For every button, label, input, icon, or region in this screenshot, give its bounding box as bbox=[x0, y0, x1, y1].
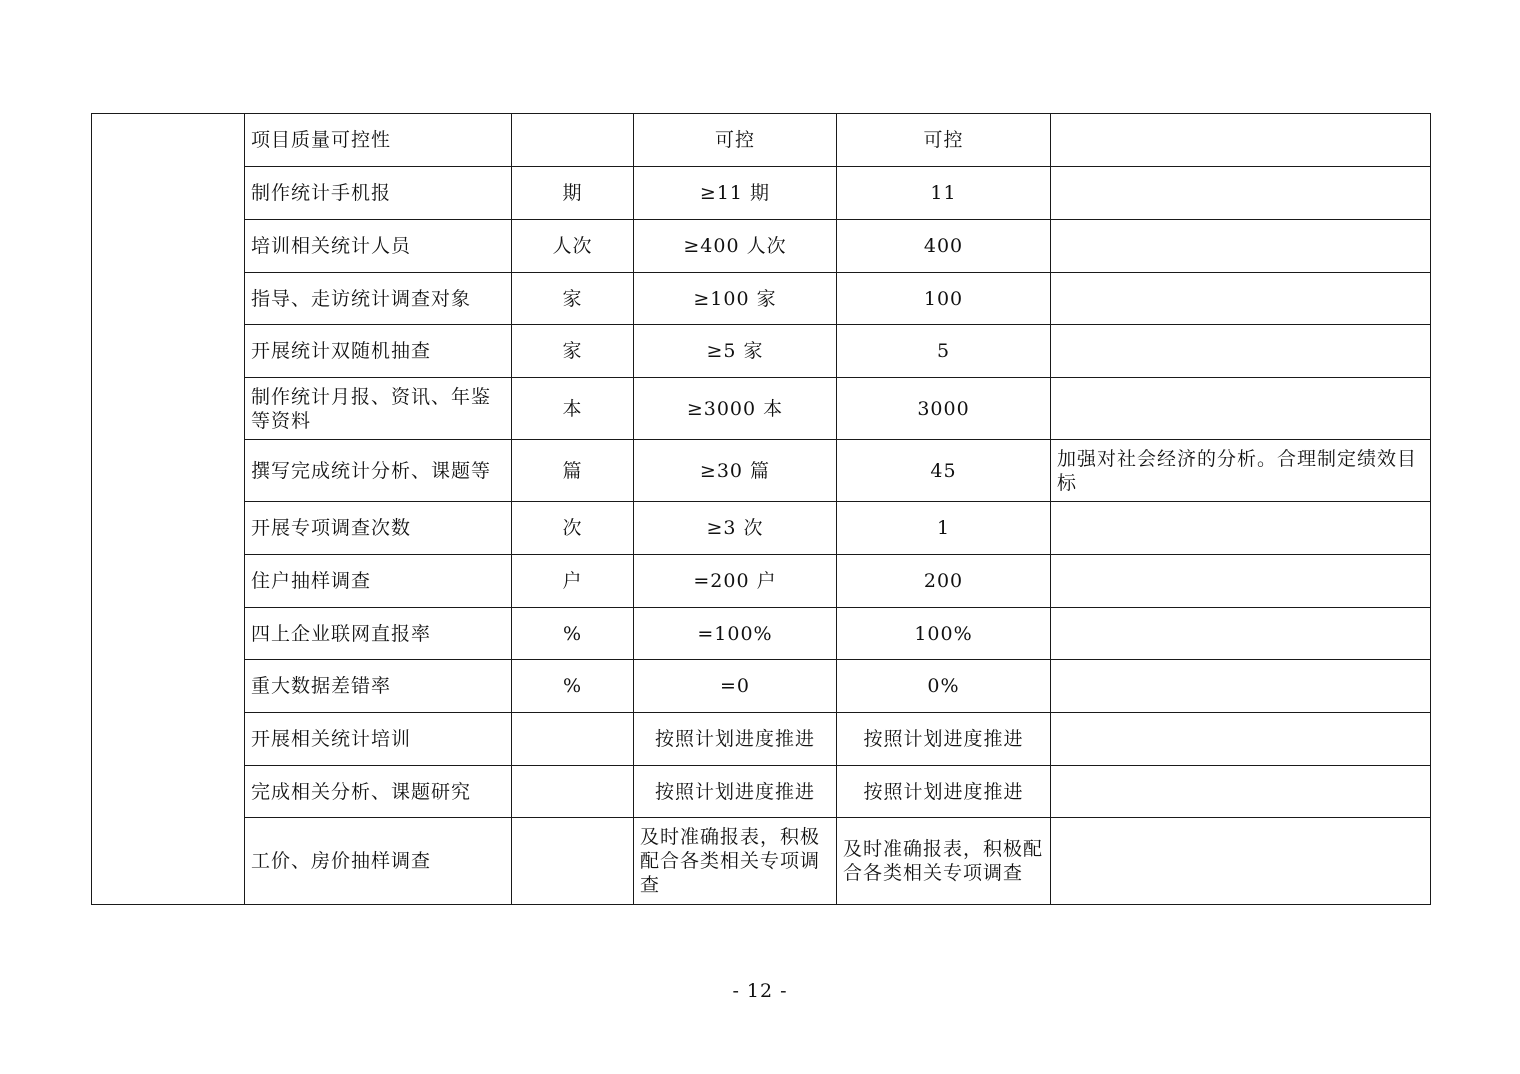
table-row bbox=[92, 555, 1431, 608]
unit-cell: 期 bbox=[512, 167, 634, 220]
actual-cell: 按照计划进度推进 bbox=[837, 713, 1051, 766]
target-cell: =200 户 bbox=[634, 555, 837, 608]
target-cell: ≥30 篇 bbox=[634, 440, 837, 502]
note-cell bbox=[1051, 167, 1431, 220]
actual-cell: 100% bbox=[837, 608, 1051, 660]
target-cell: ≥5 家 bbox=[634, 325, 837, 378]
note-cell bbox=[1051, 766, 1431, 818]
performance-indicator-table bbox=[91, 113, 1431, 905]
indicator-cell: 项目质量可控性 bbox=[245, 114, 512, 167]
unit-cell bbox=[512, 114, 634, 167]
note-cell bbox=[1051, 378, 1431, 440]
unit-cell: 次 bbox=[512, 502, 634, 555]
note-cell bbox=[1051, 660, 1431, 713]
indicator-cell: 开展相关统计培训 bbox=[245, 713, 512, 766]
table-row bbox=[92, 440, 1431, 502]
target-cell: =100% bbox=[634, 608, 837, 660]
table-row bbox=[92, 713, 1431, 766]
note-cell bbox=[1051, 555, 1431, 608]
indicator-cell: 四上企业联网直报率 bbox=[245, 608, 512, 660]
actual-cell: 及时准确报表，积极配合各类相关专项调查 bbox=[837, 818, 1051, 905]
unit-cell bbox=[512, 713, 634, 766]
unit-cell bbox=[512, 818, 634, 905]
note-cell bbox=[1051, 713, 1431, 766]
note-cell bbox=[1051, 114, 1431, 167]
note-cell bbox=[1051, 502, 1431, 555]
table-row bbox=[92, 220, 1431, 273]
target-cell: ≥100 家 bbox=[634, 273, 837, 325]
indicator-cell: 指导、走访统计调查对象 bbox=[245, 273, 512, 325]
indicator-cell: 开展统计双随机抽查 bbox=[245, 325, 512, 378]
actual-cell: 0% bbox=[837, 660, 1051, 713]
note-cell bbox=[1051, 325, 1431, 378]
actual-cell: 按照计划进度推进 bbox=[837, 766, 1051, 818]
target-cell: 及时准确报表，积极配合各类相关专项调查 bbox=[634, 818, 837, 905]
target-cell: 可控 bbox=[634, 114, 837, 167]
unit-cell: 本 bbox=[512, 378, 634, 440]
target-cell: =0 bbox=[634, 660, 837, 713]
table-row bbox=[92, 818, 1431, 905]
actual-cell: 200 bbox=[837, 555, 1051, 608]
target-cell: ≥11 期 bbox=[634, 167, 837, 220]
indicator-cell: 培训相关统计人员 bbox=[245, 220, 512, 273]
unit-cell bbox=[512, 766, 634, 818]
unit-cell: % bbox=[512, 608, 634, 660]
unit-cell: % bbox=[512, 660, 634, 713]
indicator-cell: 制作统计月报、资讯、年鉴等资料 bbox=[245, 378, 512, 440]
category-cell bbox=[92, 114, 245, 905]
unit-cell: 家 bbox=[512, 325, 634, 378]
table-row bbox=[92, 766, 1431, 818]
note-cell bbox=[1051, 273, 1431, 325]
target-cell: ≥400 人次 bbox=[634, 220, 837, 273]
note-cell bbox=[1051, 608, 1431, 660]
indicator-cell: 制作统计手机报 bbox=[245, 167, 512, 220]
table-row bbox=[92, 114, 1431, 167]
target-cell: ≥3 次 bbox=[634, 502, 837, 555]
target-cell: ≥3000 本 bbox=[634, 378, 837, 440]
page-number: - 12 - bbox=[732, 980, 788, 1002]
target-cell: 按照计划进度推进 bbox=[634, 713, 837, 766]
actual-cell: 45 bbox=[837, 440, 1051, 502]
table-body bbox=[92, 114, 1431, 905]
unit-cell: 人次 bbox=[512, 220, 634, 273]
indicator-cell: 完成相关分析、课题研究 bbox=[245, 766, 512, 818]
table-row bbox=[92, 167, 1431, 220]
table-row bbox=[92, 660, 1431, 713]
unit-cell: 户 bbox=[512, 555, 634, 608]
actual-cell: 11 bbox=[837, 167, 1051, 220]
indicator-cell: 开展专项调查次数 bbox=[245, 502, 512, 555]
table-row bbox=[92, 608, 1431, 660]
indicator-cell: 工价、房价抽样调查 bbox=[245, 818, 512, 905]
actual-cell: 1 bbox=[837, 502, 1051, 555]
actual-cell: 400 bbox=[837, 220, 1051, 273]
note-cell: 加强对社会经济的分析。合理制定绩效目标 bbox=[1051, 440, 1431, 502]
note-cell bbox=[1051, 818, 1431, 905]
unit-cell: 篇 bbox=[512, 440, 634, 502]
target-cell: 按照计划进度推进 bbox=[634, 766, 837, 818]
actual-cell: 3000 bbox=[837, 378, 1051, 440]
actual-cell: 100 bbox=[837, 273, 1051, 325]
table-row bbox=[92, 502, 1431, 555]
table-row bbox=[92, 378, 1431, 440]
indicator-cell: 重大数据差错率 bbox=[245, 660, 512, 713]
actual-cell: 5 bbox=[837, 325, 1051, 378]
actual-cell: 可控 bbox=[837, 114, 1051, 167]
note-cell bbox=[1051, 220, 1431, 273]
indicator-cell: 住户抽样调查 bbox=[245, 555, 512, 608]
unit-cell: 家 bbox=[512, 273, 634, 325]
indicator-cell: 撰写完成统计分析、课题等 bbox=[245, 440, 512, 502]
table-row bbox=[92, 325, 1431, 378]
table-row bbox=[92, 273, 1431, 325]
